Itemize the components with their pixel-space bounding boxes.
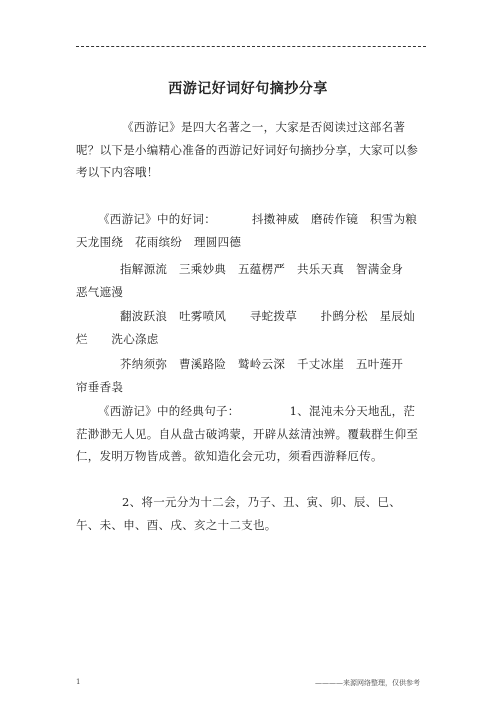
good-words-line-2: 指解源流 三乘妙典 五蕴楞严 共乐天真 智满金身 恶气遮漫 xyxy=(76,262,416,299)
source-note: ————来源网络整理，仅供参考 xyxy=(315,679,420,687)
classic-sentences-label: 《西游记》中的经典句子： xyxy=(98,404,240,418)
classic-sentence-2: 2、将一元分为十二会，乃子、丑、寅、卯、辰、巳、午、未、申、酉、戌、亥之十二支也。 xyxy=(76,495,402,532)
good-words-line-3: 翻波跃浪 吐雾喷风 寻蛇拨草 扑鹧分松 星辰灿烂 洗心涤虑 xyxy=(76,309,415,346)
good-words-paragraph-3 xyxy=(76,305,422,350)
good-words-paragraph xyxy=(76,208,430,253)
header-dashed-rule xyxy=(76,46,426,47)
intro-text: 《西游记》是四大名著之一，大家是否阅读过这部名著呢？以下是小编精心准备的西游记好词好句摘抄分享，大家可以参考以下内容哦！ xyxy=(76,120,419,179)
good-words-label: 《西游记》中的好词： xyxy=(98,212,216,226)
document-title: 西游记好词好句摘抄分享 xyxy=(168,81,328,97)
intro-paragraph xyxy=(76,116,422,184)
classic-sentence-1: 1、混沌未分天地乱，茫茫渺渺无人见。自从盘古破鸿蒙，开辟从兹清浊辨。覆载群生仰至仁，发明万物皆成善。欲知造化会元功，须看西游释厄传。 xyxy=(76,404,419,463)
classic-sentences-paragraph xyxy=(76,400,422,468)
classic-sentence-2-paragraph xyxy=(76,491,422,536)
good-words-line-4: 芥纳须弥 曹溪路险 鹫岭云深 千丈冰崖 五叶莲开 帘垂香袅 xyxy=(76,357,416,394)
good-words-paragraph-4 xyxy=(76,353,422,398)
page-number: 1 xyxy=(76,678,81,686)
good-words-paragraph-2 xyxy=(76,258,422,303)
good-words-line-1: 抖擞神威 磨砖作镜 积雪为粮 天龙围绕 花雨缤纷 理圆四德 xyxy=(76,212,430,249)
